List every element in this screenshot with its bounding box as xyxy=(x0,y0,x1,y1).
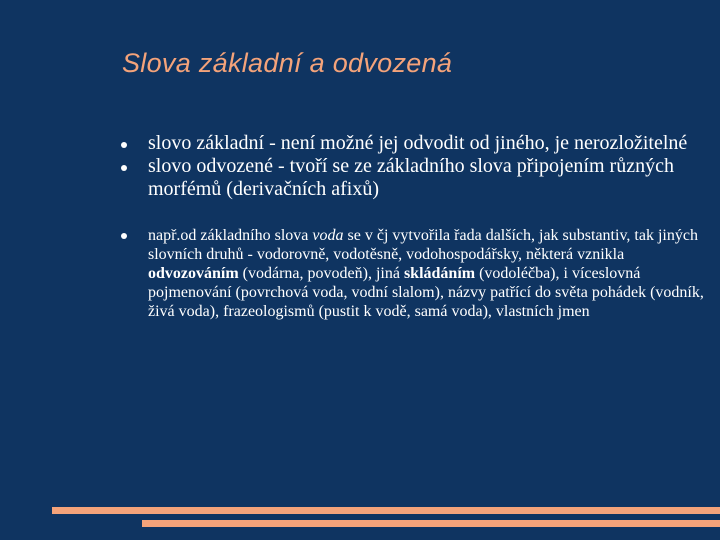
bullet-dot-icon xyxy=(121,165,127,171)
bullet-dot-icon xyxy=(121,233,127,239)
emphasized-word: voda xyxy=(312,227,344,244)
bold-term: skládáním xyxy=(403,265,476,282)
bold-term: odvozováním xyxy=(148,265,239,282)
text-segment: se v čj vytvořila řada dalších, jak substantiv, tak jiných slovních druhů - vodorovně, vodotěsně, vodohospodářsky, některá vznikla xyxy=(148,227,698,263)
slide-title: Slova základní a odvozená xyxy=(122,48,453,78)
bullet-text: slovo základní - není možné jej odvodit od jiného, je nerozložitelné xyxy=(148,132,688,154)
bullet-item xyxy=(120,226,710,321)
bullet-text: slovo odvozené - tvoří se ze základního slova připojením různých morfémů (derivačních afixů) xyxy=(148,155,674,200)
decorative-bar-top xyxy=(52,507,720,514)
bullet-item xyxy=(120,155,710,201)
bullet-item xyxy=(120,132,710,155)
bullet-list xyxy=(120,132,710,321)
text-segment: (vodoléčba), i víceslovná pojmenování (povrchová voda, vodní slalom), názvy patřící do světa pohádek (vodník, živá voda), frazeologismů (pustit k vodě, samá voda), vlastních jmen xyxy=(148,265,704,320)
text-segment: např.od základního slova xyxy=(148,227,313,244)
bullet-text xyxy=(148,227,704,320)
bullet-dot-icon xyxy=(121,142,127,148)
text-segment: (vodárna, povodeň), jiná xyxy=(238,265,404,282)
decorative-bar-bottom xyxy=(142,520,720,527)
